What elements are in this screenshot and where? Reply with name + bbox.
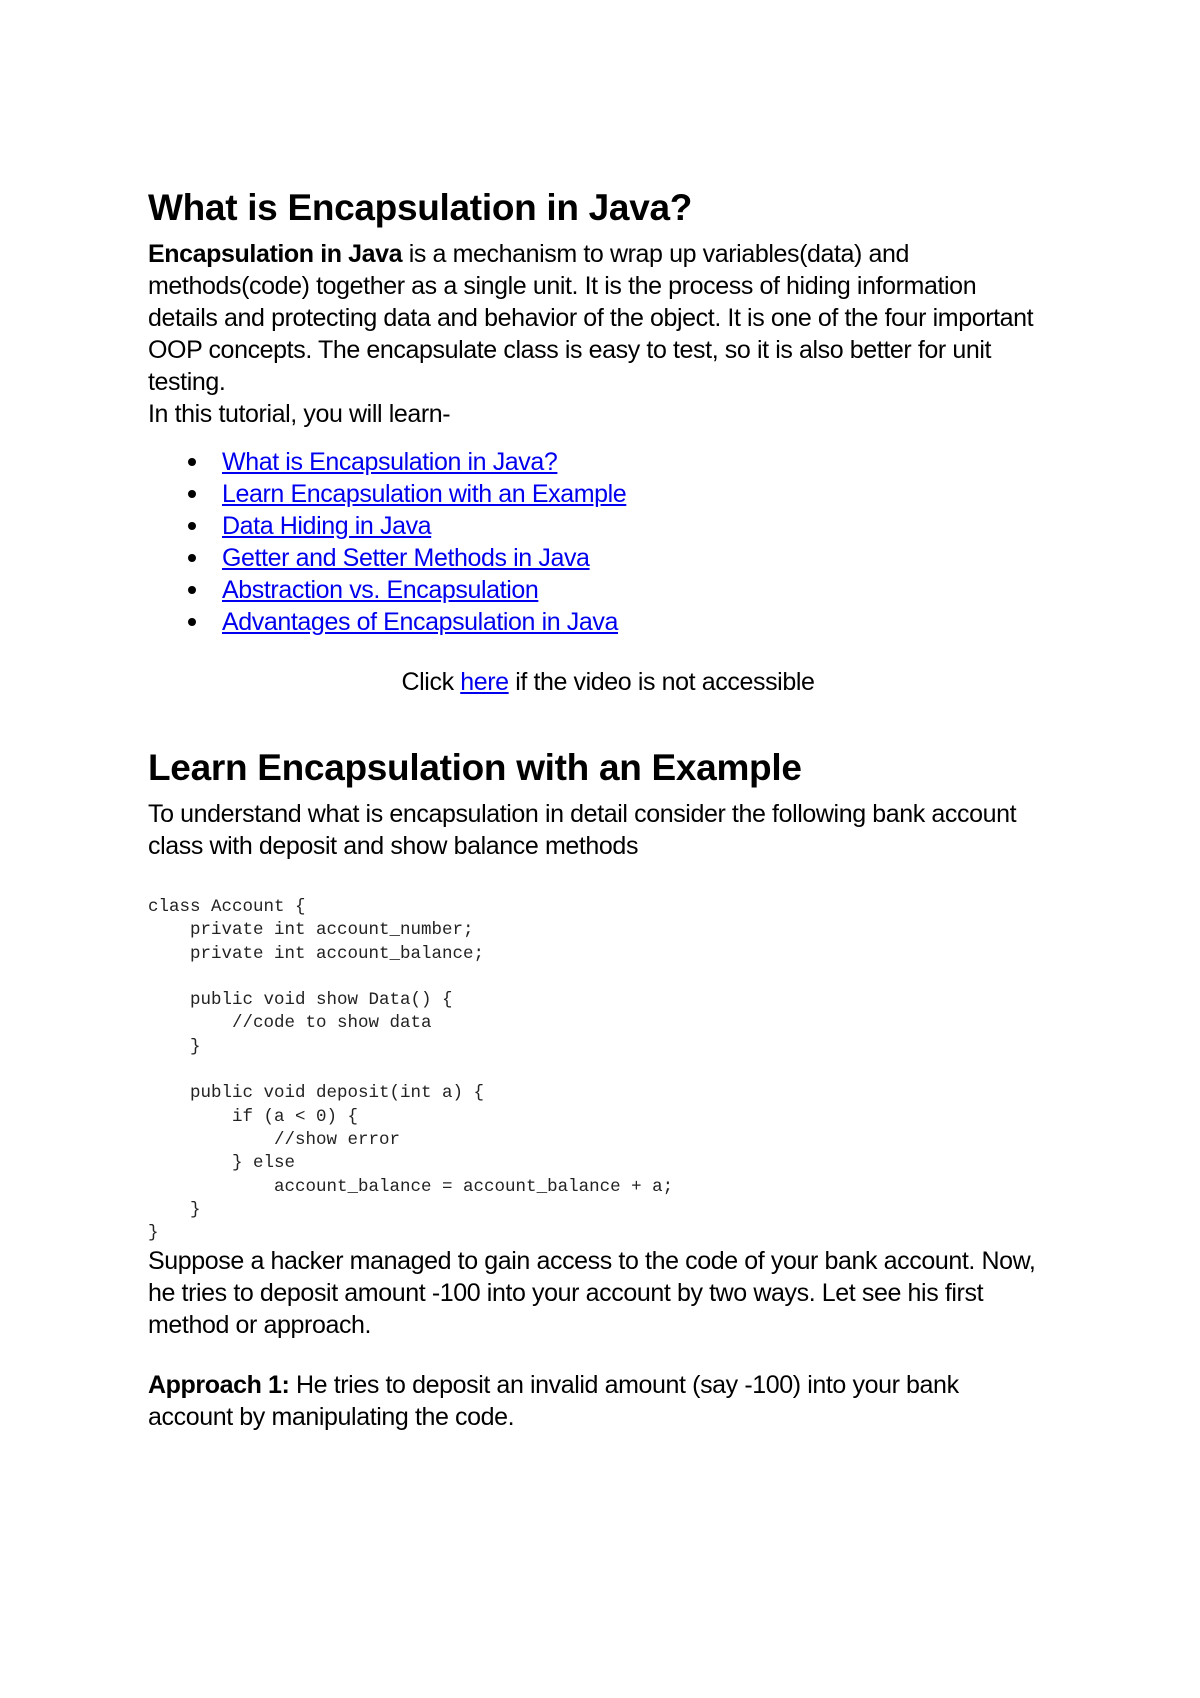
toc-item [188, 542, 1068, 574]
toc-link-getter-setter[interactable]: Getter and Setter Methods in Java [222, 544, 590, 572]
toc-item [188, 446, 1068, 478]
section-title-encapsulation: What is Encapsulation in Java? [148, 187, 693, 228]
toc-item [188, 510, 1068, 542]
document-page [148, 186, 1068, 1433]
bullet-icon [188, 618, 196, 626]
approach-text: He tries to deposit an invalid amount (say -100) into your bank account by manipulating the code. [148, 1371, 959, 1432]
code-block: class Account { private int account_number; private int account_balance; public void show Data() { //code to show data } public void deposit(int a) { if (a < 0) { //show error } else account_balance = account_balance + a; } } [148, 897, 674, 1244]
toc-link-abstraction[interactable]: Abstraction vs. Encapsulation [222, 576, 539, 604]
bullet-icon [188, 490, 196, 498]
section-title-example: Learn Encapsulation with an Example [148, 747, 802, 788]
example-intro: To understand what is encapsulation in detail consider the following bank account class with deposit and show balance methods [148, 800, 1017, 860]
approach-paragraph [148, 1369, 1048, 1433]
video-fallback-line [148, 666, 1068, 698]
approach-label: Approach 1: [148, 1371, 290, 1400]
intro-text: is a mechanism to wrap up variables(data) and methods(code) together as a single unit. It is the process of hiding information details and protecting data and behavior of the object. It is one of the four important OOP concepts. The encapsulate class is easy to test, so it is also better for unit testing. [148, 240, 1034, 396]
learn-line: In this tutorial, you will learn- [148, 400, 451, 428]
video-here-link[interactable]: here [460, 668, 509, 696]
toc-item [188, 606, 1068, 638]
bullet-icon [188, 554, 196, 562]
video-prefix: Click [401, 668, 461, 696]
bullet-icon [188, 586, 196, 594]
bullet-icon [188, 458, 196, 466]
toc-item [188, 574, 1068, 606]
bullet-icon [188, 522, 196, 530]
toc-link-advantages[interactable]: Advantages of Encapsulation in Java [222, 608, 618, 636]
hacker-paragraph: Suppose a hacker managed to gain access to the code of your bank account. Now, he tries to deposit amount -100 into your account by two ways. Let see his first method or approach. [148, 1247, 1036, 1340]
toc-link-data-hiding[interactable]: Data Hiding in Java [222, 512, 432, 540]
intro-paragraph [148, 238, 1048, 398]
video-suffix: if the video is not accessible [508, 668, 815, 696]
toc-link-what-is[interactable]: What is Encapsulation in Java? [222, 448, 558, 476]
intro-bold-term: Encapsulation in Java [148, 240, 403, 268]
table-of-contents [148, 446, 1068, 638]
toc-link-example[interactable]: Learn Encapsulation with an Example [222, 480, 627, 508]
toc-item [188, 478, 1068, 510]
